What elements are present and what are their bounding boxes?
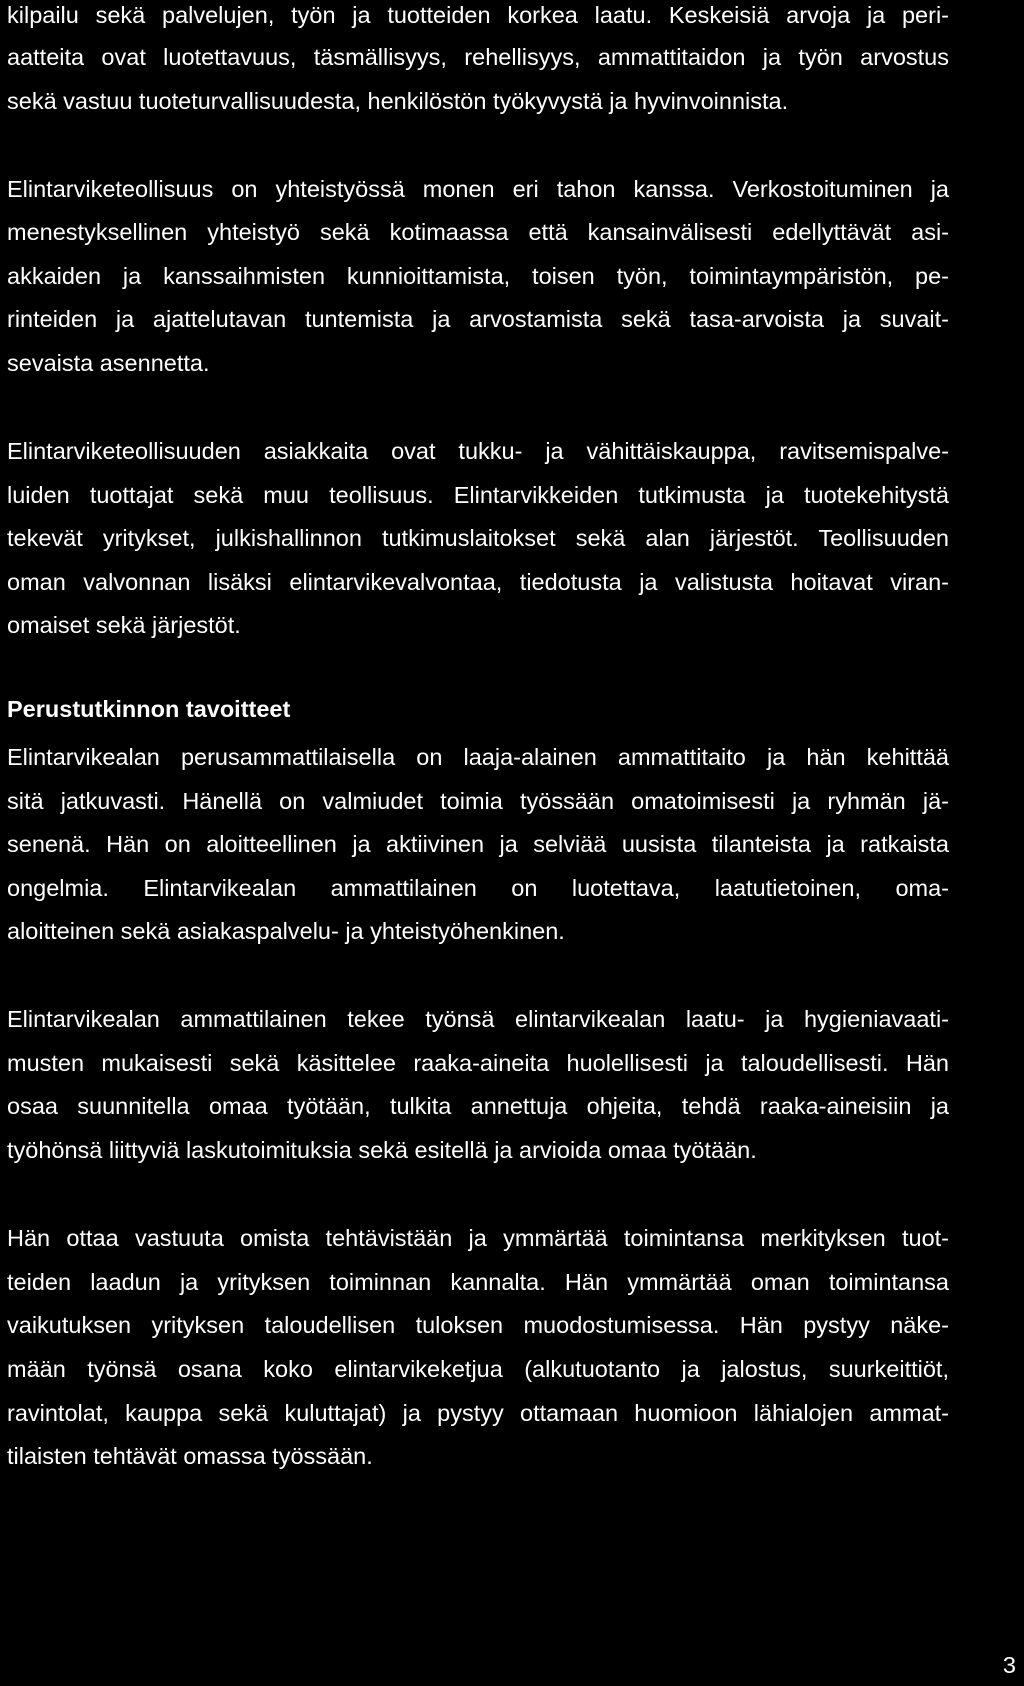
paragraph-4-line-1: Elintarvikealan perusammattilaisella on laaja-alainen ammattitaito ja hän kehittää	[7, 744, 949, 770]
paragraph-5-line-1: Elintarvikealan ammattilainen tekee työnsä elintarvikealan laatu- ja hygieniavaati-	[7, 1006, 949, 1032]
paragraph-5-line-2: musten mukaisesti sekä käsittelee raaka-aineita huolellisesti ja taloudellisesti. Hän	[7, 1050, 949, 1076]
paragraph-6-line-3: vaikutuksen yrityksen taloudellisen tuloksen muodostumisessa. Hän pystyy näke-	[7, 1312, 949, 1338]
section-heading: Perustutkinnon tavoitteet	[7, 696, 291, 722]
paragraph-6-line-1: Hän ottaa vastuuta omista tehtävistään ja ymmärtää toimintansa merkityksen tuot-	[7, 1225, 949, 1251]
paragraph-2-line-1: Elintarviketeollisuus on yhteistyössä monen eri tahon kanssa. Verkostoituminen ja	[7, 176, 949, 202]
paragraph-2-line-5: sevaista asennetta.	[7, 350, 210, 376]
paragraph-6-line-6: tilaisten tehtävät omassa työssään.	[7, 1443, 373, 1469]
paragraph-2-line-4: rinteiden ja ajattelutavan tuntemista ja arvostamista sekä tasa-arvoista ja suvait-	[7, 306, 949, 332]
paragraph-5-line-3: osaa suunnitella omaa työtään, tulkita annettuja ohjeita, tehdä raaka-aineisiin ja	[7, 1093, 949, 1119]
paragraph-6-line-5: ravintolat, kauppa sekä kuluttajat) ja pystyy ottamaan huomioon lähialojen ammat-	[7, 1400, 949, 1426]
paragraph-2-line-3: akkaiden ja kanssaihmisten kunnioittamista, toisen työn, toimintaympäristön, pe-	[7, 263, 949, 289]
paragraph-2-line-2: menestyksellinen yhteistyö sekä kotimaassa että kansainvälisesti edellyttävät asi-	[7, 219, 949, 245]
paragraph-4-line-5: aloitteinen sekä asiakaspalvelu- ja yhteistyöhenkinen.	[7, 918, 565, 944]
paragraph-1-line-3: sekä vastuu tuoteturvallisuudesta, henkilöstön työkyvystä ja hyvinvoinnista.	[7, 88, 789, 114]
paragraph-3-line-2: luiden tuottajat sekä muu teollisuus. Elintarvikkeiden tutkimusta ja tuotekehitystä	[7, 482, 949, 508]
paragraph-3-line-4: oman valvonnan lisäksi elintarvikevalvontaa, tiedotusta ja valistusta hoitavat viran-	[7, 569, 949, 595]
paragraph-6-line-2: teiden laadun ja yrityksen toiminnan kannalta. Hän ymmärtää oman toimintansa	[7, 1269, 949, 1295]
paragraph-3-line-3: tekevät yritykset, julkishallinnon tutkimuslaitokset sekä alan järjestöt. Teollisuuden	[7, 525, 949, 551]
paragraph-4-line-3: senenä. Hän on aloitteellinen ja aktiivinen ja selviää uusista tilanteista ja ratkaista	[7, 831, 949, 857]
paragraph-6-line-4: mään työnsä osana koko elintarvikeketjua (alkutuotanto ja jalostus, suurkeittiöt,	[7, 1356, 949, 1382]
page-number: 3	[1002, 1652, 1016, 1678]
paragraph-4-line-4: ongelmia. Elintarvikealan ammattilainen on luotettava, laatutietoinen, oma-	[7, 875, 949, 901]
paragraph-5-line-4: työhönsä liittyviä laskutoimituksia sekä esitellä ja arvioida omaa työtään.	[7, 1137, 757, 1163]
paragraph-3-line-1: Elintarviketeollisuuden asiakkaita ovat tukku- ja vähittäiskauppa, ravitsemispalve-	[7, 438, 949, 464]
paragraph-4-line-2: sitä jatkuvasti. Hänellä on valmiudet toimia työssään omatoimisesti ja ryhmän jä-	[7, 788, 949, 814]
paragraph-3-line-5: omaiset sekä järjestöt.	[7, 612, 241, 638]
paragraph-1-line-2: aatteita ovat luotettavuus, täsmällisyys, rehellisyys, ammattitaidon ja työn arvostus	[7, 44, 949, 70]
paragraph-1-line-1: kilpailu sekä palvelujen, työn ja tuotteiden korkea laatu. Keskeisiä arvoja ja peri-	[7, 2, 949, 28]
